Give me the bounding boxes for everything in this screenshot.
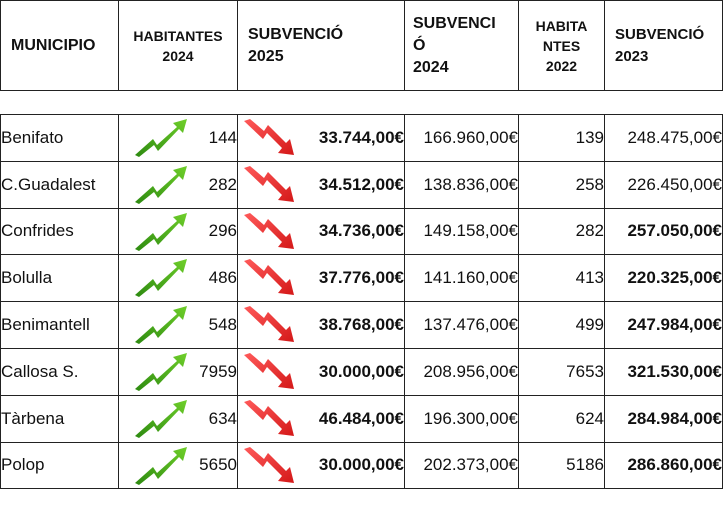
table-row [1,348,723,395]
subvencio-2025-cell [238,395,405,442]
subvencio-2024-cell: 137.476,00€ [405,302,519,349]
header-subvencio-2025: SUBVENCIÓ 2025 [238,1,405,91]
habitantes-2022-cell: 413 [519,255,605,302]
table-row [1,302,723,349]
habitantes-2024-cell [119,161,238,208]
subvencio-2025-value: 30.000,00€ [318,455,404,475]
table-row [1,442,723,489]
habitantes-2024-value: 548 [208,315,237,335]
habitantes-2022-cell: 624 [519,395,605,442]
habitantes-2024-cell [119,255,238,302]
habitantes-2022-cell: 258 [519,161,605,208]
subvencio-2025-value: 37.776,00€ [318,268,404,288]
table-row [1,395,723,442]
header-subvencio-2024: SUBVENCI Ó 2024 [405,1,519,91]
header-subvencio-2023: SUBVENCIÓ 2023 [605,1,723,91]
green-up-arrow-icon [133,117,189,157]
table-row [1,255,723,302]
habitantes-2022-cell: 7653 [519,348,605,395]
subvencio-2023-cell: 284.984,00€ [605,395,723,442]
red-down-arrow-icon [242,398,298,438]
subvencio-2025-value: 38.768,00€ [318,315,404,335]
green-up-arrow-icon [133,164,189,204]
header-habitantes-2022: HABITA NTES 2022 [519,1,605,91]
header-municipio: MUNICIPIO [1,1,119,91]
green-up-arrow-icon [133,398,189,438]
habitantes-2024-value: 296 [208,221,237,241]
green-up-arrow-icon [133,351,189,391]
subvencio-2025-value: 30.000,00€ [318,361,404,381]
habitantes-2024-value: 5650 [199,455,237,475]
subvencio-2025-cell [238,208,405,255]
subvencio-2024-cell: 166.960,00€ [405,115,519,162]
subvencio-2024-cell: 149.158,00€ [405,208,519,255]
subvencio-2025-cell [238,302,405,349]
habitantes-2024-cell [119,302,238,349]
subvencio-2025-value: 33.744,00€ [318,127,404,147]
red-down-arrow-icon [242,445,298,485]
subvencio-2025-cell [238,348,405,395]
green-up-arrow-icon [133,211,189,251]
subvencio-2025-value: 34.736,00€ [318,221,404,241]
habitantes-2024-cell [119,442,238,489]
subvencio-2024-cell: 202.373,00€ [405,442,519,489]
subvencio-2023-cell: 220.325,00€ [605,255,723,302]
subvencio-2025-value: 46.484,00€ [318,408,404,428]
subvencio-2023-cell: 226.450,00€ [605,161,723,208]
subvencio-2025-cell [238,115,405,162]
habitantes-2024-value: 486 [208,268,237,288]
subvencio-2023-cell: 321.530,00€ [605,348,723,395]
red-down-arrow-icon [242,211,298,251]
red-down-arrow-icon [242,164,298,204]
subvencio-2024-cell: 208.956,00€ [405,348,519,395]
municipio-cell: Polop [1,442,119,489]
header-habitantes-2024: HABITANTES 2024 [119,1,238,91]
green-up-arrow-icon [133,304,189,344]
habitantes-2024-value: 634 [208,408,237,428]
green-up-arrow-icon [133,257,189,297]
habitantes-2022-cell: 139 [519,115,605,162]
habitantes-2022-cell: 499 [519,302,605,349]
subvencio-2025-cell [238,161,405,208]
subvencio-2024-cell: 138.836,00€ [405,161,519,208]
data-table [0,114,723,489]
subvencio-2023-cell: 257.050,00€ [605,208,723,255]
table-row [1,208,723,255]
municipio-cell: Confrides [1,208,119,255]
habitantes-2024-cell [119,208,238,255]
habitantes-2024-value: 144 [208,127,237,147]
green-up-arrow-icon [133,445,189,485]
red-down-arrow-icon [242,257,298,297]
habitantes-2024-cell [119,348,238,395]
municipio-cell: C.Guadalest [1,161,119,208]
subvencio-2023-cell: 286.860,00€ [605,442,723,489]
municipio-cell: Bolulla [1,255,119,302]
table-row [1,115,723,162]
subvencio-2023-cell: 247.984,00€ [605,302,723,349]
municipio-cell: Benimantell [1,302,119,349]
subvencio-2024-cell: 196.300,00€ [405,395,519,442]
subvencio-2025-cell [238,442,405,489]
red-down-arrow-icon [242,351,298,391]
municipio-cell: Tàrbena [1,395,119,442]
habitantes-2022-cell: 282 [519,208,605,255]
habitantes-2024-cell [119,115,238,162]
red-down-arrow-icon [242,304,298,344]
habitantes-2024-value: 7959 [199,361,237,381]
subvencio-2025-value: 34.512,00€ [318,174,404,194]
habitantes-2024-cell [119,395,238,442]
subvencio-2024-cell: 141.160,00€ [405,255,519,302]
municipio-cell: Callosa S. [1,348,119,395]
subvencio-2023-cell: 248.475,00€ [605,115,723,162]
subvencio-2025-cell [238,255,405,302]
habitantes-2024-value: 282 [208,174,237,194]
habitantes-2022-cell: 5186 [519,442,605,489]
municipio-cell: Benifato [1,115,119,162]
header-table [0,0,723,91]
red-down-arrow-icon [242,117,298,157]
table-row [1,161,723,208]
